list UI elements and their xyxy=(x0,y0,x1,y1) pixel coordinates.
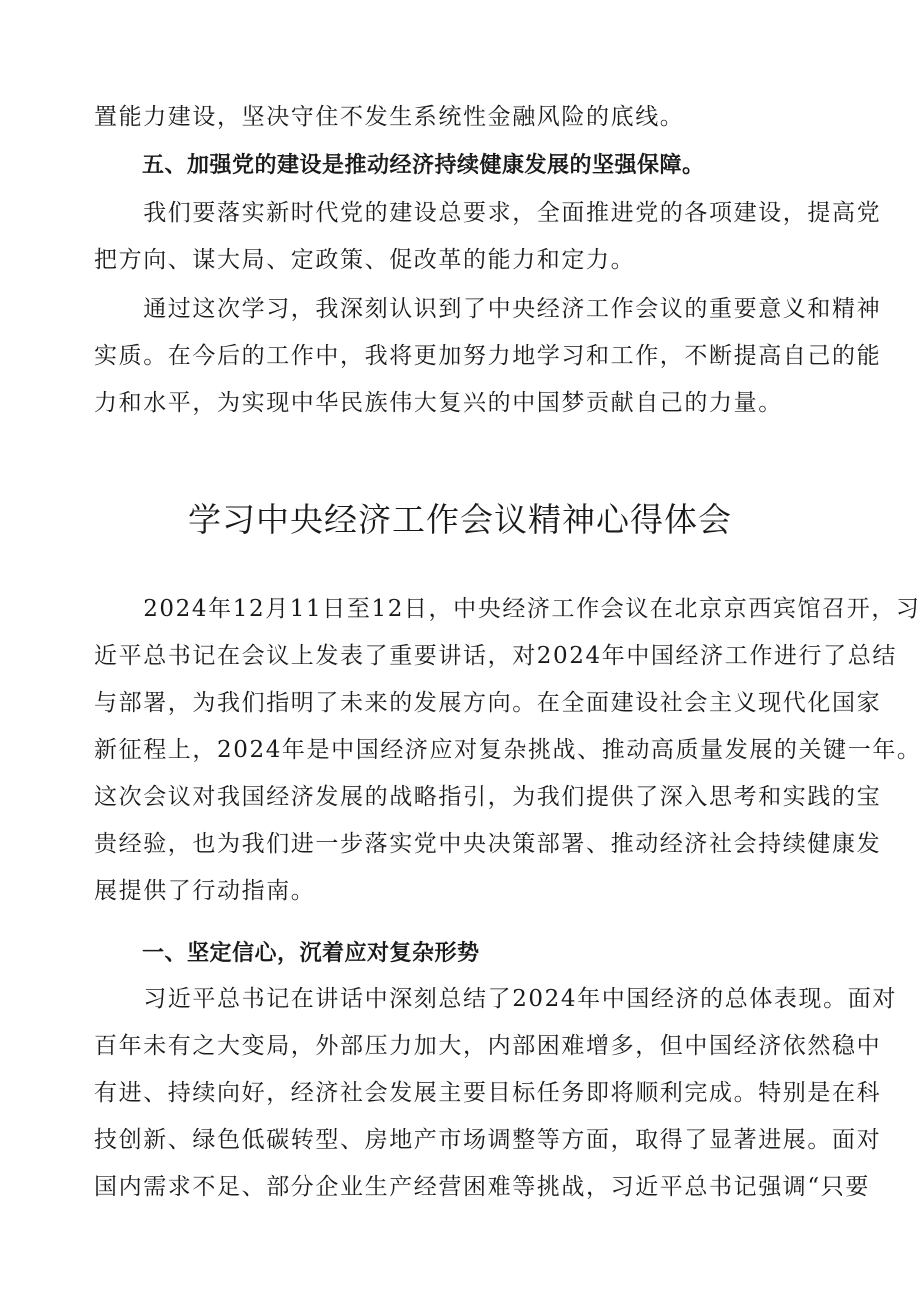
intro-paragraph xyxy=(94,586,922,915)
text-line: 贵经验，也为我们进一步落实党中央决策部署、推动经济社会持续健康发 xyxy=(94,831,882,857)
text-line: 力和水平，为实现中华民族伟大复兴的中国梦贡献自己的力量。 xyxy=(94,390,783,416)
text-line: 实质。在今后的工作中，我将更加努力地学习和工作，不断提高自己的能 xyxy=(94,343,882,369)
text-line: 置能力建设，坚决守住不发生系统性金融风险的底线。 xyxy=(94,104,685,130)
text-line: 2024年12月11日至12日，中央经济工作会议在北京京西宾馆召开，习 xyxy=(94,596,921,622)
text-line: 把方向、谋大局、定政策、促改革的能力和定力。 xyxy=(94,247,636,273)
section-5-heading: 五、加强党的建设是推动经济持续健康发展的坚强保障。 xyxy=(142,153,705,178)
text-line: 这次会议对我国经济发展的战略指引，为我们提供了深入思考和实践的宝 xyxy=(94,784,882,810)
text-line: 习近平总书记在讲话中深刻总结了2024年中国经济的总体表现。面对 xyxy=(94,986,897,1012)
conclusion-paragraph xyxy=(94,286,882,427)
text-line: 百年未有之大变局，外部压力加大，内部困难增多，但中国经济依然稳中 xyxy=(94,1033,882,1059)
section-1-paragraph xyxy=(94,976,897,1211)
intro-tail-paragraph xyxy=(94,94,834,141)
text-line: 新征程上，2024年是中国经济应对复杂挑战、推动高质量发展的关键一年。 xyxy=(94,737,922,763)
text-line: 近平总书记在会议上发表了重要讲话，对2024年中国经济工作进行了总结 xyxy=(94,643,897,669)
text-line: 有进、持续向好，经济社会发展主要目标任务即将顺利完成。特别是在科 xyxy=(94,1080,882,1106)
text-line: 我们要落实新时代党的建设总要求，全面推进党的各项建设，提高党 xyxy=(94,200,882,226)
section-5-paragraph xyxy=(94,190,882,284)
text-line: 技创新、绿色低碳转型、房地产市场调整等方面，取得了显著进展。面对 xyxy=(94,1127,882,1153)
text-line: 与部署，为我们指明了未来的发展方向。在全面建设社会主义现代化国家 xyxy=(94,690,882,716)
section-1-heading: 一、坚定信心，沉着应对复杂形势 xyxy=(142,941,480,966)
document-title: 学习中央经济工作会议精神心得体会 xyxy=(188,500,732,539)
text-line: 国内需求不足、部分企业生产经营困难等挑战，习近平总书记强调“只要 xyxy=(94,1174,870,1200)
text-line: 展提供了行动指南。 xyxy=(94,878,316,904)
text-line: 通过这次学习，我深刻认识到了中央经济工作会议的重要意义和精神 xyxy=(94,296,882,322)
